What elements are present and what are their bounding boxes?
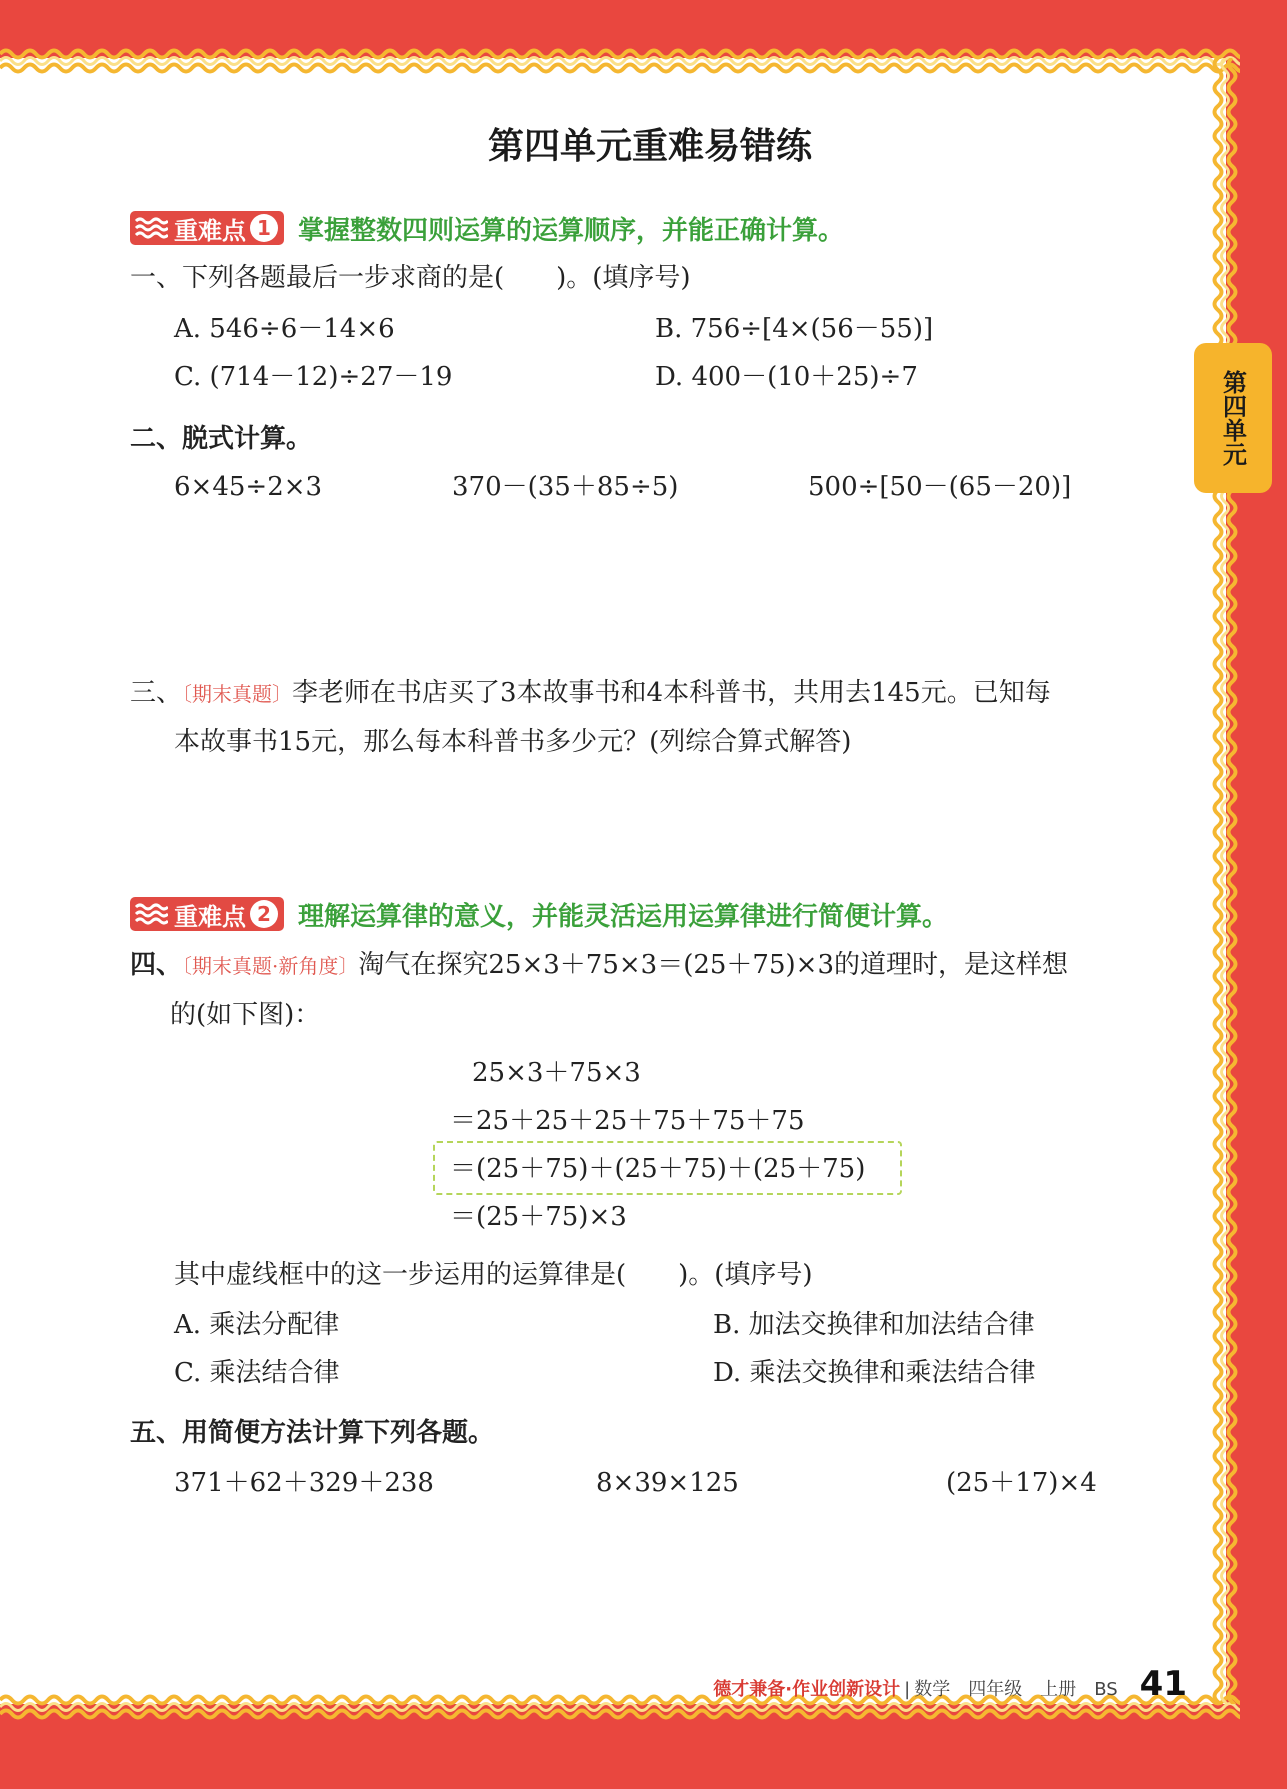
question-4-line-1	[130, 950, 1068, 981]
q3-prefix: 三、	[130, 678, 183, 708]
key-point-badge	[130, 211, 284, 245]
key-point-2	[130, 896, 948, 932]
q4-prefix: 四、	[130, 950, 183, 980]
q2-item-1: 6×45÷2×3	[174, 472, 323, 502]
unit-side-tab	[1194, 343, 1272, 493]
key-point-badge	[130, 897, 284, 931]
q5-item-2: 8×39×125	[596, 1468, 739, 1498]
key-point-1	[130, 210, 844, 246]
page-paper	[0, 58, 1226, 1704]
question-1-heading	[130, 263, 691, 294]
q4-option-d: D. 乘法交换律和乘法结合律	[713, 1358, 1036, 1388]
q4-step-1: 25×3＋75×3	[472, 1058, 641, 1088]
q4-step-4: ＝(25＋75)×3	[450, 1202, 627, 1232]
key-point-number: 2	[250, 900, 278, 928]
q4-text-1: 淘气在探究25×3＋75×3＝(25＋75)×3的道理时，是这样想	[358, 950, 1068, 980]
page-title: 第四单元重难易错练	[487, 126, 812, 167]
page-number: 41	[1139, 1664, 1187, 1704]
key-point-number: 1	[250, 214, 278, 242]
q4-step-2: ＝25＋25＋25＋75＋75＋75	[450, 1106, 805, 1136]
q1-option-d: D. 400－(10＋25)÷7	[655, 362, 918, 392]
q1-option-b: B. 756÷[4×(56－55)]	[655, 314, 934, 344]
q4-option-c: C. 乘法结合律	[174, 1358, 340, 1388]
waves-icon	[134, 215, 168, 241]
q4-option-b: B. 加法交换律和加法结合律	[713, 1310, 1035, 1340]
waves-icon	[134, 901, 168, 927]
footer-brand: 德才兼备·作业创新设计	[713, 1679, 901, 1700]
q5-item-1: 371＋62＋329＋238	[174, 1468, 434, 1498]
key-point-text: 理解运算律的意义，并能灵活运用运算律进行简便计算。	[298, 901, 949, 932]
key-point-text: 掌握整数四则运算的运算顺序，并能正确计算。	[298, 215, 845, 246]
q5-item-3: (25＋17)×4	[946, 1468, 1097, 1498]
page-footer	[713, 1664, 1187, 1704]
question-2-heading: 二、脱式计算。	[130, 424, 313, 454]
q4-option-a: A. 乘法分配律	[174, 1310, 340, 1340]
question-5-heading: 五、用简便方法计算下列各题。	[130, 1418, 495, 1448]
q4-question: 其中虚线框中的这一步运用的运算律是( )。(填序号)	[174, 1260, 813, 1290]
q1-option-c: C. (714－12)÷27－19	[174, 362, 453, 392]
footer-book-info: 数学 四年级 上册 BS	[914, 1679, 1118, 1700]
question-1-text: 一、下列各题最后一步求商的是( )。(填序号)	[130, 263, 691, 293]
q3-source-tag: 〔期末真题〕	[182, 682, 293, 706]
q3-text-1: 李老师在书店买了3本故事书和4本科普书，共用去145元。已知每	[292, 678, 1051, 708]
q2-item-2: 370－(35＋85÷5)	[452, 472, 679, 502]
question-4-line-2: 的(如下图)：	[170, 1000, 321, 1030]
question-3-line-1	[130, 678, 1051, 709]
q1-option-a: A. 546÷6－14×6	[174, 314, 395, 344]
q4-step-3: ＝(25＋75)＋(25＋75)＋(25＋75)	[450, 1154, 866, 1184]
q2-item-3: 500÷[50－(65－20)]	[808, 472, 1072, 502]
q4-source-tag: 〔期末真题·新角度〕	[182, 954, 359, 978]
footer-separator: |	[904, 1679, 911, 1700]
key-point-badge-label: 重难点	[174, 902, 246, 931]
unit-side-tab-label: 第四单元	[1218, 370, 1247, 466]
question-3-line-2: 本故事书15元，那么每本科普书多少元？(列综合算式解答)	[174, 727, 852, 757]
key-point-badge-label: 重难点	[174, 216, 246, 245]
